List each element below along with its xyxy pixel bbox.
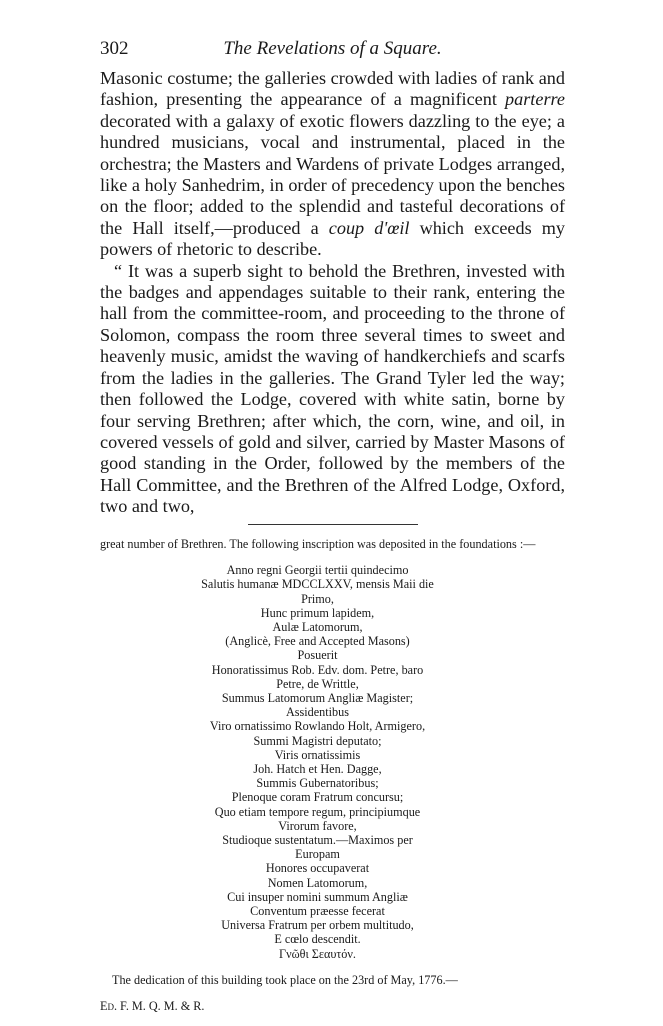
inscription-block — [100, 563, 565, 961]
paragraph-1-part-3: which exceeds my powers of rhetoric to describe. — [100, 217, 566, 260]
inscription-line: Honores occupaverat — [265, 861, 370, 876]
inscription-line: Summi Magistri deputato; — [253, 733, 382, 748]
inscription-line: Nomen Latomorum, — [267, 875, 368, 890]
inscription-line: Viro ornatissimo Rowlando Holt, Armigero, — [209, 719, 426, 734]
footnote-closing: The dedication of this building took place on the 23rd of May, 1776.— — [112, 972, 458, 987]
inscription-line: Summis Gubernatoribus; — [256, 776, 379, 791]
inscription-line: Γνῶθι Σεαυτόν. — [279, 946, 356, 961]
inscription-line: Viris ornatissimis — [274, 747, 361, 762]
footnote — [100, 537, 565, 1014]
inscription-line: Cui insuper nomini summum Angliæ — [227, 889, 408, 904]
inscription-line: Conventum præesse fecerat — [250, 903, 385, 918]
page-header — [100, 36, 565, 68]
main-text — [100, 68, 565, 518]
footnote-signature: Ed. F. M. Q. M. & R. — [100, 999, 205, 1014]
inscription-line: Aulæ Latomorum, — [272, 619, 363, 634]
running-title: The Revelations of a Square. — [223, 38, 442, 59]
italic-term-parterre: parterre — [505, 89, 565, 110]
inscription-line: Hunc primum lapidem, — [260, 605, 375, 620]
inscription-line: Quo etiam tempore regum, principiumque — [214, 804, 421, 819]
inscription-line: Universa Fratrum per orbem multitudo, — [221, 918, 414, 933]
book-page — [100, 36, 565, 1026]
inscription-line: Honoratissimus Rob. Edv. dom. Petre, baro — [211, 662, 424, 677]
inscription-line: Plenoque coram Fratrum concursu; — [231, 790, 404, 805]
inscription-line: Summus Latomorum Angliæ Magister; — [221, 690, 414, 705]
footnote-intro: great number of Brethren. The following inscription was deposited in the foundations :— — [100, 536, 536, 551]
paragraph-2: “ It was a superb sight to behold the Brethren, invested with the badges and appendages suitable to their rank, entering the hall from the committee-room, and proceeding to the throne of Solomon, compass the room three several times to sweet and heavenly music, amidst the waving of handkerchiefs and scarfs from the ladies in the galleries. The Grand Tyler led the way; then followed the Lodge, covered with white satin, borne by four serving Brethren; after which, the corn, wine, and oil, in covered vessels of gold and silver, carried by Master Masons of good standing in the Order, followed by the members of the Hall Committee, and the Brethren of the Alfred Lodge, Oxford, two and two, — [100, 260, 565, 517]
paragraph-1-part-1: Masonic costume; the galleries crowded with ladies of rank and fashion, presenting the appearance of a magnificent — [100, 68, 565, 110]
inscription-line: Studioque sustentatum.—Maximos per — [222, 832, 413, 847]
inscription-line: Salutis humanæ MDCCLXXV, mensis Maii die — [201, 577, 434, 592]
inscription-line: Primo, — [301, 591, 334, 606]
inscription-line: Virorum favore, — [278, 818, 357, 833]
inscription-line: Petre, de Writtle, — [276, 676, 359, 691]
inscription-line: Anno regni Georgii tertii quindecimo — [226, 563, 409, 578]
inscription-line: Posuerit — [297, 648, 338, 663]
paragraph-1-part-2: decorated with a galaxy of exotic flowers dazzling to the eye; a hundred musicians, vocal and instrumental, placed in the orchestra; the Masters and Wardens of private Lodges arranged, like a holy Sanhedrim, in order of precedency upon the benches on the floor; added to the splendid and tasteful decorations of the Hall itself,—produced a — [100, 110, 565, 238]
inscription-line: Assidentibus — [286, 705, 349, 720]
inscription-line: Europam — [295, 847, 340, 862]
italic-term-coup-doeil: coup d'œil — [328, 217, 410, 238]
inscription-line: E cœlo descendit. — [274, 932, 361, 947]
inscription-line: (Anglicè, Free and Accepted Masons) — [225, 634, 410, 649]
footnote-divider — [248, 524, 418, 525]
paragraph-1 — [100, 68, 565, 261]
inscription-line: Joh. Hatch et Hen. Dagge, — [253, 761, 382, 776]
page-number: 302 — [100, 38, 129, 59]
